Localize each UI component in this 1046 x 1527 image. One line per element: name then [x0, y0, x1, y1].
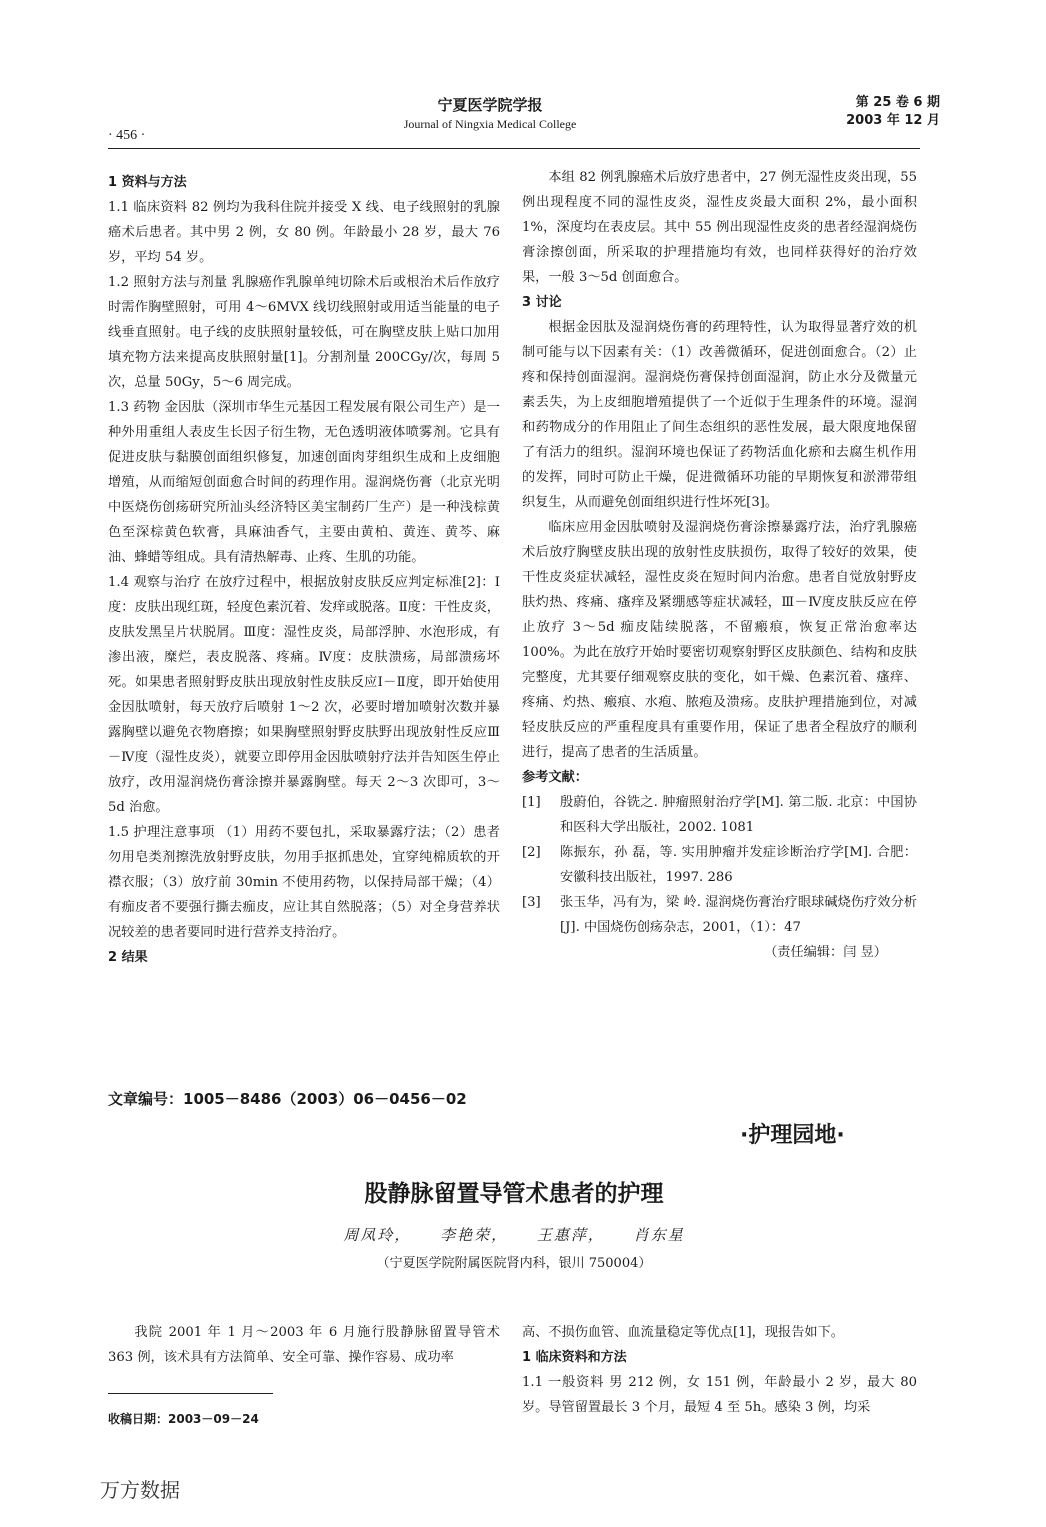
- article-title: 股静脉留置导管术患者的护理: [364, 1181, 664, 1207]
- article2-left-column: [108, 1320, 500, 1370]
- reference-text: 陈振东，孙 磊，等. 实用肿瘤并发症诊断治疗学[M]. 合肥：安徽科技出版社，1997. 286: [560, 845, 917, 885]
- page-number: · 456 ·: [108, 128, 146, 143]
- journal-title-en: Journal of Ningxia Medical College: [403, 117, 577, 131]
- paragraph: 1.3 药物 金因肽（深圳市华生元基因工程发展有限公司生产）是一种外用重组人表皮生长因子衍生物，无色透明液体喷雾剂。它具有促进皮肤与黏膜创面组织修复，加速创面肉芽组织生成和上皮细胞增殖，从而缩短创面愈合时间的药理作用。湿润烧伤膏（北京光明中医烧伤创疡研究所汕头经济特区美宝制药厂生产）是一种浅棕黄色至深棕黄色软膏，具麻油香气，主要由黄柏、黄连、黄芩、麻油、蜂蜡等组成。具有清热解毒、止疼、生肌的功能。: [108, 400, 500, 565]
- reference-text: 张玉华，冯有为，梁 岭. 湿润烧伤膏治疗眼球碱烧伤疗效分析[J]. 中国烧伤创疡杂志，2001，（1）：47: [560, 895, 917, 935]
- paragraph: 1.5 护理注意事项 （1）用药不要包扎，采取暴露疗法；（2）患者勿用皂类剂擦洗放射野皮肤，勿用手抠抓患处，宜穿纯棉质软的开襟衣服；（3）放疗前 30min 不使用药物，以保持局部干燥；（4）有痂皮者不要强行撕去痂皮，应让其自然脱落；（5）对全身营养状况较差的患者要同时进行营养支持治疗。: [108, 825, 500, 940]
- paragraph: 1.2 照射方法与剂量 乳腺癌作乳腺单纯切除术后或根治术后作放疗时需作胸壁照射，可用 4～6MVX 线切线照射或用适当能量的电子线垂直照射。电子线的皮肤照射量较低，可在胸壁皮肤上贴口加用填充物方法来提高皮肤照射量[1]。分割剂量 200CGy/次，每周 5 次，总量 50Gy，5～6 周完成。: [108, 275, 500, 390]
- reference-item: [522, 890, 917, 940]
- footnote-rule: [108, 1393, 273, 1394]
- reference-number: [3]: [522, 895, 541, 910]
- column-tag: ·护理园地·: [740, 1123, 845, 1148]
- paragraph: 1.1 一般资料 男 212 例，女 151 例，年龄最小 2 岁，最大 80 岁。导管留置最长 3 个月，最短 4 至 5h。感染 3 例，均采: [522, 1375, 917, 1415]
- issue-info: [800, 94, 940, 130]
- paragraph: 1.1 临床资料 82 例均为我科住院并接受 X 线、电子线照射的乳腺癌术后患者。其中男 2 例，女 80 例。年龄最小 28 岁，最大 76 岁，平均 54 岁。: [108, 200, 500, 265]
- left-column: [108, 170, 500, 970]
- paragraph: 本组 82 例乳腺癌术后放疗患者中，27 例无湿性皮炎出现，55 例出现程度不同的湿性皮炎，湿性皮炎最大面积 2%，最小面积 1%，深度均在表皮层。其中 55 例出现湿性皮炎的患者经湿润烧伤膏涂擦创面，所采取的护理措施均有效，也同样获得好的治疗效果，一般 3～5d 创面愈合。: [522, 170, 917, 285]
- paragraph: 我院 2001 年 1 月～2003 年 6 月施行股静脉留置导管术 363 例，该术具有方法简单、安全可靠、操作容易、成功率: [108, 1325, 500, 1365]
- header-rule: [108, 148, 920, 149]
- issue-date: 2003 年 12 月: [846, 113, 940, 128]
- references-heading: 参考文献：: [522, 770, 588, 785]
- paragraph: 根据金因肽及湿润烧伤膏的药理特性，认为取得显著疗效的机制可能与以下因素有关：（1）改善微循环，促进创面愈合。（2）止疼和保持创面湿润。湿润烧伤膏保持创面湿润，防止水分及微量元素丢失，为上皮细胞增殖提供了一个近似于生理条件的环境。湿润和药物成分的作用阻止了间生态组织的恶性发展，最大限度地保留了有活力的组织。湿润环境也保证了药物活血化瘀和去腐生机作用的发挥，同时可防止干燥，促进微循环功能的早期恢复和淤滞带组织复生，从而避免创面组织进行性坏死[3]。: [522, 320, 917, 510]
- journal-title-cn: 宁夏医学院学报: [437, 96, 543, 114]
- article-number: 文章编号：1005－8486（2003）06－0456－02: [108, 1090, 467, 1108]
- volume-issue: 第 25 卷 6 期: [855, 95, 940, 110]
- received-date: 收稿日期：2003－09－24: [108, 1412, 259, 1426]
- authors: 周凤玲， 李艳荣， 王惠萍， 肖东星: [343, 1226, 685, 1244]
- reference-number: [2]: [522, 845, 541, 860]
- section-heading: 3 讨论: [522, 295, 562, 310]
- reference-item: [522, 790, 917, 840]
- section-heading: 2 结果: [108, 950, 148, 965]
- journal-header: [330, 94, 650, 132]
- reference-number: [1]: [522, 795, 541, 810]
- article2-right-column: [522, 1320, 917, 1420]
- reference-text: 殷蔚伯，谷铣之. 肿瘤照射治疗学[M]. 第二版. 北京：中国协和医科大学出版社，2002. 1081: [560, 795, 917, 835]
- paragraph: 临床应用金因肽喷射及湿润烧伤膏涂擦暴露疗法，治疗乳腺癌术后放疗胸壁皮肤出现的放射性皮肤损伤，取得了较好的效果，使干性皮炎症状减轻，湿性皮炎在短时间内治愈。患者自觉放射野皮肤灼热、疼痛、瘙痒及紧绷感等症状减轻，Ⅲ－Ⅳ度皮肤反应在停止放疗 3～5d 痂皮陆续脱落，不留瘢痕，恢复正常治愈率达 100%。为此在放疗开始时要密切观察射野区皮肤颜色、结构和皮肤完整度，尤其要仔细观察皮肤的变化，如干燥、色素沉着、瘙痒、疼痛、灼热、瘢痕、水疱、脓疱及溃疡。皮肤护理措施到位，对减轻皮肤反应的严重程度具有重要作用，保证了患者全程放疗的顺利进行，提高了患者的生活质量。: [522, 520, 917, 760]
- right-column: [522, 165, 917, 965]
- reference-item: [522, 840, 917, 890]
- responsible-editor: （责任编辑：闫 昱）: [764, 945, 887, 960]
- affiliation: （宁夏医学院附属医院肾内科，银川 750004）: [376, 1256, 652, 1271]
- paragraph: 1.4 观察与治疗 在放疗过程中，根据放射皮肤反应判定标准[2]：Ⅰ度：皮肤出现红斑，轻度色素沉着、发痒或脱落。Ⅱ度：干性皮炎，皮肤发黑呈片状脱屑。Ⅲ度：湿性皮炎，局部浮肿、水泡形成，有渗出液，糜烂，表皮脱落、疼痛。Ⅳ度：皮肤溃疡，局部溃疡坏死。如果患者照射野皮肤出现放射性皮肤反应Ⅰ－Ⅱ度，即开始使用金因肽喷射，每天放疗后喷射 1～2 次，必要时增加喷射次数并暴露胸壁以避免衣物磨擦；如果胸壁照射野皮肤野出现放射性反应Ⅲ－Ⅳ度（湿性皮炎），就要立即停用金因肽喷射疗法并告知医生停止放疗，改用湿润烧伤膏涂擦并暴露胸壁。每天 2～3 次即可，3～5d 治愈。: [108, 575, 500, 815]
- section-heading: 1 临床资料和方法: [522, 1350, 627, 1365]
- section-heading: 1 资料与方法: [108, 175, 187, 190]
- paragraph: 高、不损伤血管、血流量稳定等优点[1]，现报告如下。: [522, 1325, 844, 1340]
- watermark: 万方数据: [100, 1478, 180, 1502]
